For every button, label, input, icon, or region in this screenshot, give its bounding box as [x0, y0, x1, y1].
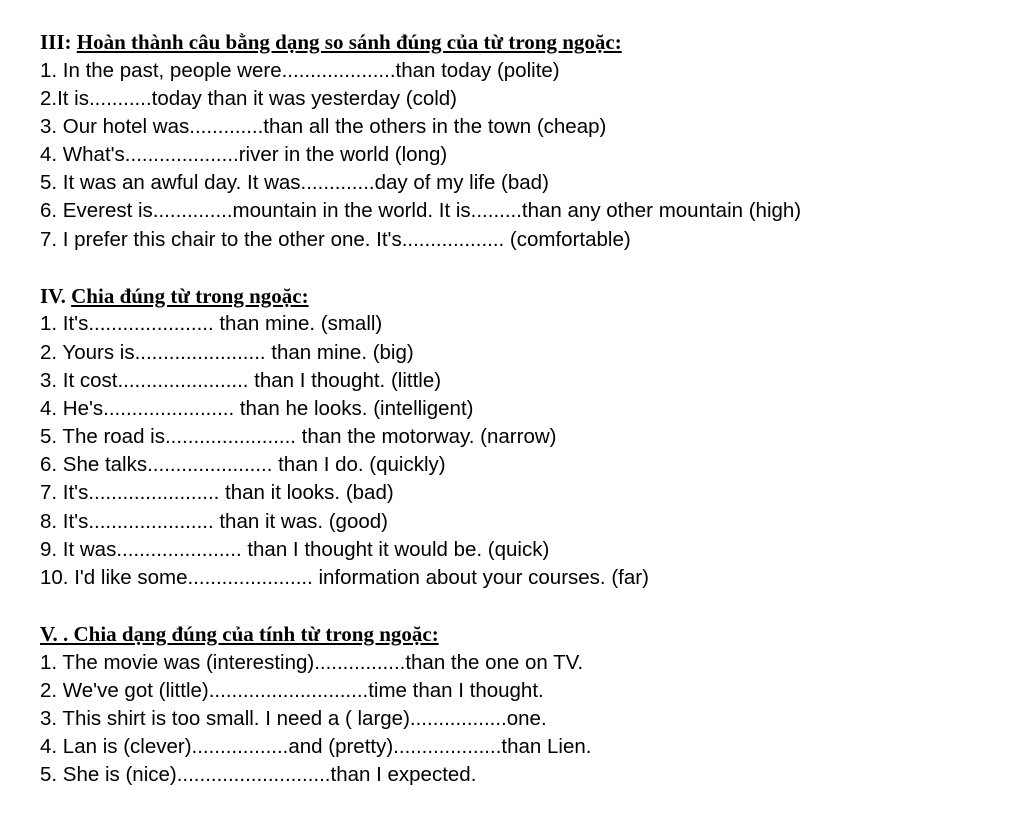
- section-5-heading: [40, 620, 1010, 649]
- section-spacer: [40, 592, 1010, 620]
- section-4-heading: [40, 282, 1010, 311]
- s3-question-5: 5. It was an awful day. It was.............day of my life (bad): [40, 171, 549, 195]
- section-4-title: Chia đúng từ trong ngoặc:: [71, 283, 309, 308]
- section-5-title: Chia dạng đúng của tính từ trong ngoặc:: [73, 622, 439, 647]
- s4-question-1: 1. It's...................... than mine. (small): [40, 312, 383, 336]
- section-3-title: Hoàn thành câu bằng dạng so sánh đúng của từ trong ngoặc:: [76, 30, 622, 54]
- s5-question-4: 4. Lan is (clever).................and (pretty)...................than Lien.: [40, 735, 592, 759]
- s4-question-10: 10. I'd like some...................... information about your courses. (far): [40, 566, 649, 589]
- s4-question-7: 7. It's....................... than it looks. (bad): [40, 481, 394, 505]
- section-3: [40, 28, 1010, 254]
- s4-question-3: 3. It cost....................... than I thought. (little): [40, 368, 442, 392]
- section-4: [40, 282, 1010, 592]
- exercise-page: [40, 28, 1010, 790]
- section-4-number: IV.: [40, 283, 72, 308]
- s4-question-9: 9. It was...................... than I thought it would be. (quick): [40, 537, 550, 561]
- s3-question-1: 1. In the past, people were....................than today (polite): [40, 58, 560, 82]
- s4-question-6: 6. She talks...................... than I do. (quickly): [40, 453, 446, 477]
- section-3-heading: [40, 28, 1010, 57]
- section-5-number: V. .: [40, 622, 74, 647]
- s3-question-4: 4. What's....................river in the world (long): [40, 143, 448, 167]
- s4-question-8: 8. It's...................... than it was. (good): [40, 509, 388, 533]
- s3-question-7: 7. I prefer this chair to the other one. It's.................. (comfortable): [40, 227, 631, 251]
- s5-question-2: 2. We've got (little)............................time than I thought.: [40, 678, 544, 702]
- s3-question-3: 3. Our hotel was.............than all the others in the town (cheap): [40, 114, 607, 138]
- s5-question-3: 3. This shirt is too small. I need a ( large).................one.: [40, 707, 547, 731]
- section-spacer: [40, 254, 1010, 282]
- s4-question-2: 2. Yours is....................... than mine. (big): [40, 340, 414, 364]
- s3-question-2: 2.It is...........today than it was yesterday (cold): [40, 86, 458, 110]
- section-3-number: III:: [40, 30, 77, 54]
- s5-question-1: 1. The movie was (interesting)................than the one on TV.: [40, 650, 584, 674]
- s4-question-4: 4. He's....................... than he looks. (intelligent): [40, 396, 474, 420]
- s4-question-5: 5. The road is....................... than the motorway. (narrow): [40, 425, 557, 449]
- s5-question-5: 5. She is (nice)...........................than I expected.: [40, 763, 477, 787]
- s3-question-6: 6. Everest is..............mountain in the world. It is.........than any other mountain (high): [40, 199, 802, 223]
- section-5: [40, 620, 1010, 789]
